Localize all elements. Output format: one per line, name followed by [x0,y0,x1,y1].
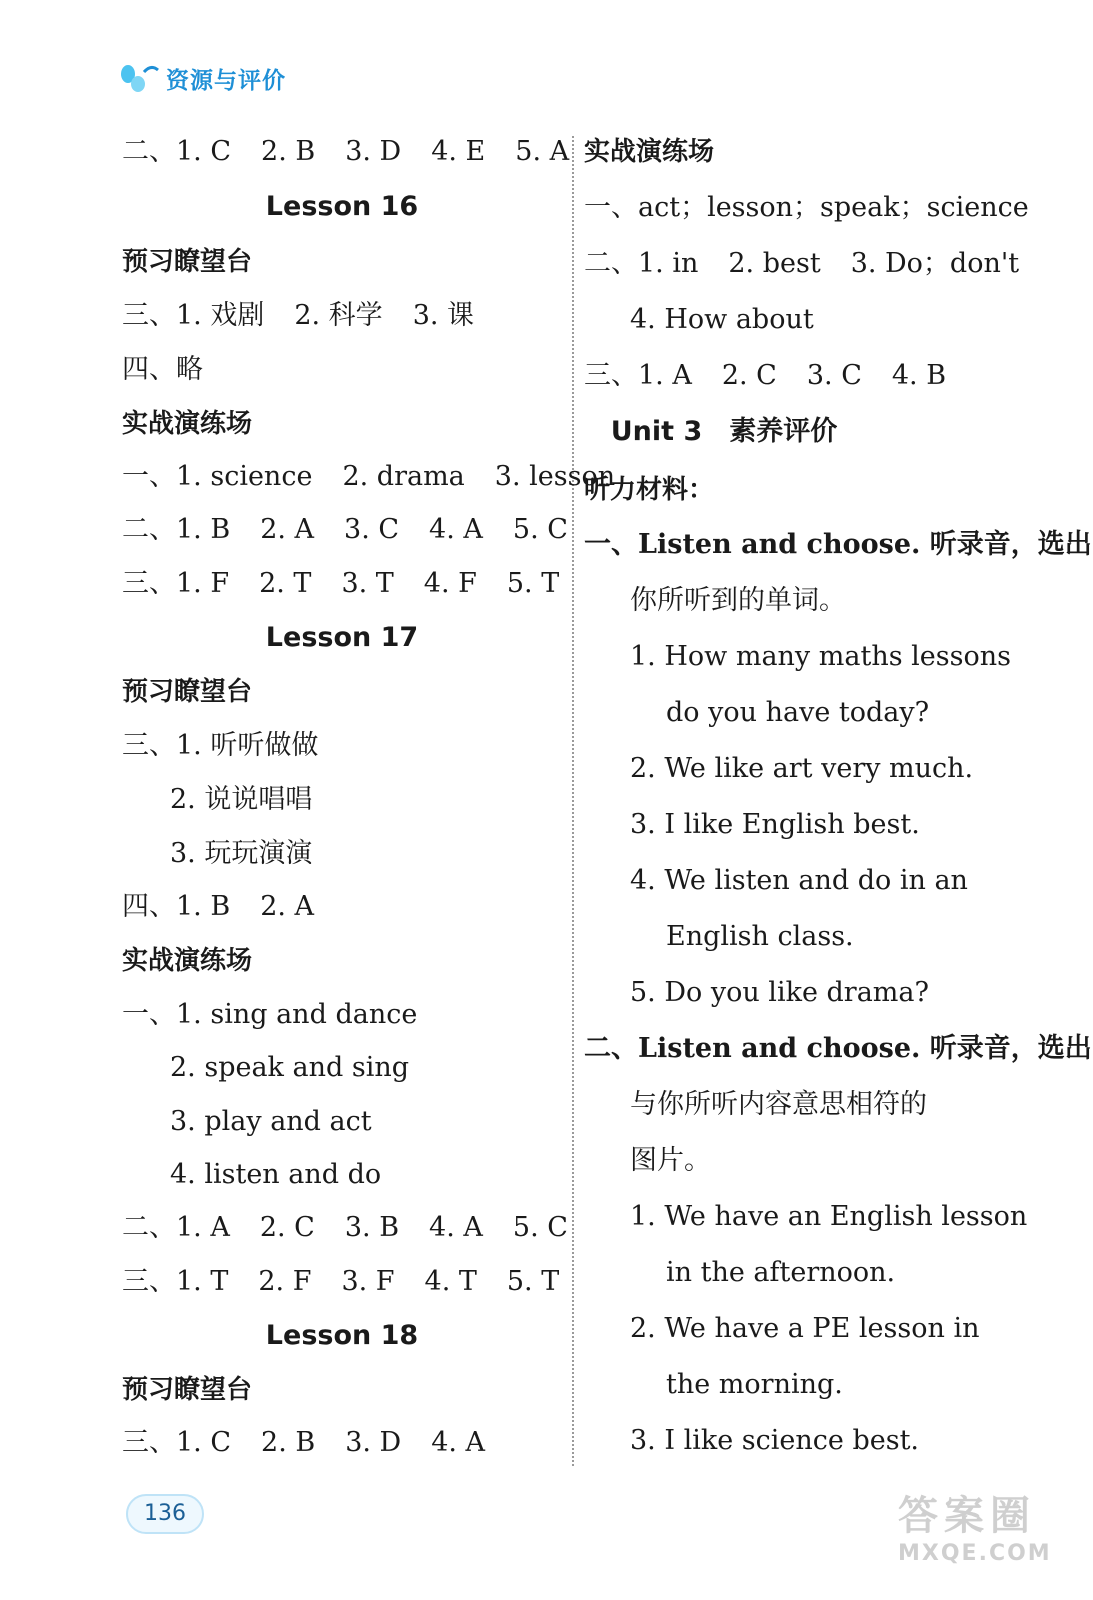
script-line: 5. Do you like drama? [630,977,929,1008]
answer-row [122,1423,485,1463]
answer-row [122,457,615,497]
lesson-heading: Lesson 17 [265,622,419,653]
answer: 2. 科学 [294,300,383,331]
answer: 2. A [260,514,315,545]
answer: 二、1. C [122,136,232,167]
page-number: 136 [126,1494,204,1534]
script-line: 2. We have a PE lesson in [630,1313,980,1344]
script-line: 3. I like English best. [630,809,920,840]
script-line: do you have today? [666,697,930,728]
answer: 4. E [431,136,486,167]
lesson-heading: Lesson 18 [265,1320,419,1351]
page-header [118,56,286,100]
answer-row [122,1262,559,1302]
answer: 3. C [344,514,400,545]
answer-row: 三、1. 听听做做 [122,730,319,761]
answer: 2. drama [342,461,465,492]
answer: 三、1. T [122,1266,229,1297]
answer: 2. C [259,1212,315,1243]
answer: 3. C [806,360,862,391]
answer: 一、1. science [122,461,313,492]
watermark-logo: 答案圈 [898,1493,1036,1539]
unit-heading: Unit 3 素养评价 [610,416,838,447]
answer: 5. T [506,1266,560,1297]
answer: 4. B [891,360,947,391]
answer: 4. T [424,1266,477,1297]
answer: 5. A [515,136,570,167]
answer-row: 4. listen and do [170,1159,382,1190]
watermark-url: MXQE.COM [898,1541,1052,1566]
answer-row [122,132,569,172]
script-line: the morning. [666,1369,843,1400]
script-line: 3. I like science best. [630,1425,919,1456]
script-line: in the afternoon. [666,1257,896,1288]
question-heading: 二、Listen and choose. 听录音，选出 [584,1033,1092,1064]
lesson-heading: Lesson 16 [265,191,419,222]
answer: 4. A [429,1212,483,1243]
answer-row [584,356,946,396]
answer: 4. F [423,568,477,599]
answer: 5. T [506,568,560,599]
question-heading: 你所听到的单词。 [630,585,846,616]
answer: 3. Do；don't [850,248,1020,279]
answer-row [122,510,568,550]
answer: 3. lesson [494,461,616,492]
answer: 4. A [429,514,483,545]
script-line: 1. We have an English lesson [630,1201,1028,1232]
answer: 5. C [512,1212,568,1243]
answer: 三、1. C [122,1427,232,1458]
answer: 5. C [512,514,568,545]
answer: 3. D [345,1427,402,1458]
answer: 2. A [260,891,315,922]
script-line: 2. We like art very much. [630,753,974,784]
answer: 3. D [345,136,402,167]
section-heading: 预习瞭望台 [122,677,253,707]
answer: 2. F [258,1266,312,1297]
answer: 四、1. B [122,891,231,922]
answer: 2. best [728,248,821,279]
answer-row: 一、1. sing and dance [122,999,418,1030]
script-line: English class. [666,921,854,952]
answer: 三、1. 戏剧 [122,300,265,331]
answer: 3. 课 [412,300,475,331]
section-heading: 预习瞭望台 [122,247,253,277]
question-heading: 一、Listen and choose. 听录音，选出 [584,529,1092,560]
answer-row: 四、略 [122,354,203,385]
answer: 4. A [431,1427,486,1458]
watermark [898,1484,1068,1574]
answer-row: 3. play and act [170,1106,372,1137]
answer-row [584,244,1019,284]
answer: 二、1. A [122,1212,230,1243]
brand-title: 资源与评价 [166,67,286,94]
answer: 三、1. A [584,360,692,391]
answer-row [122,1208,568,1248]
answer-row: 2. speak and sing [170,1052,410,1083]
answer-row: 2. 说说唱唱 [170,784,313,815]
answer: 2. T [259,568,312,599]
answer-row: 4. How about [630,304,814,335]
answer-row [122,564,559,604]
section-heading: 实战演练场 [122,409,253,439]
question-heading: 图片。 [630,1145,711,1176]
section-heading: 实战演练场 [122,946,253,976]
answer-row [122,887,314,927]
script-line: 1. How many maths lessons [630,641,1011,672]
logo-icon [118,60,162,96]
answer: 3. F [341,1266,395,1297]
section-heading: 预习瞭望台 [122,1375,253,1405]
answer: 3. T [341,568,394,599]
answer: 2. B [261,136,316,167]
answer-row [122,296,474,336]
answer: 二、1. B [122,514,231,545]
answer-row: 一、act；lesson；speak；science [584,192,1029,223]
answer: 3. B [344,1212,400,1243]
answer: 三、1. F [122,568,230,599]
answer: 2. C [721,360,777,391]
section-heading: 实战演练场 [584,137,715,167]
answer: 二、1. in [584,248,699,279]
question-heading: 与你所听内容意思相符的 [630,1089,927,1120]
answer-row: 3. 玩玩演演 [170,838,313,869]
section-heading: 听力材料： [584,475,715,505]
script-line: 4. We listen and do in an [630,865,968,896]
column-divider [572,136,574,1466]
answer: 2. B [261,1427,316,1458]
